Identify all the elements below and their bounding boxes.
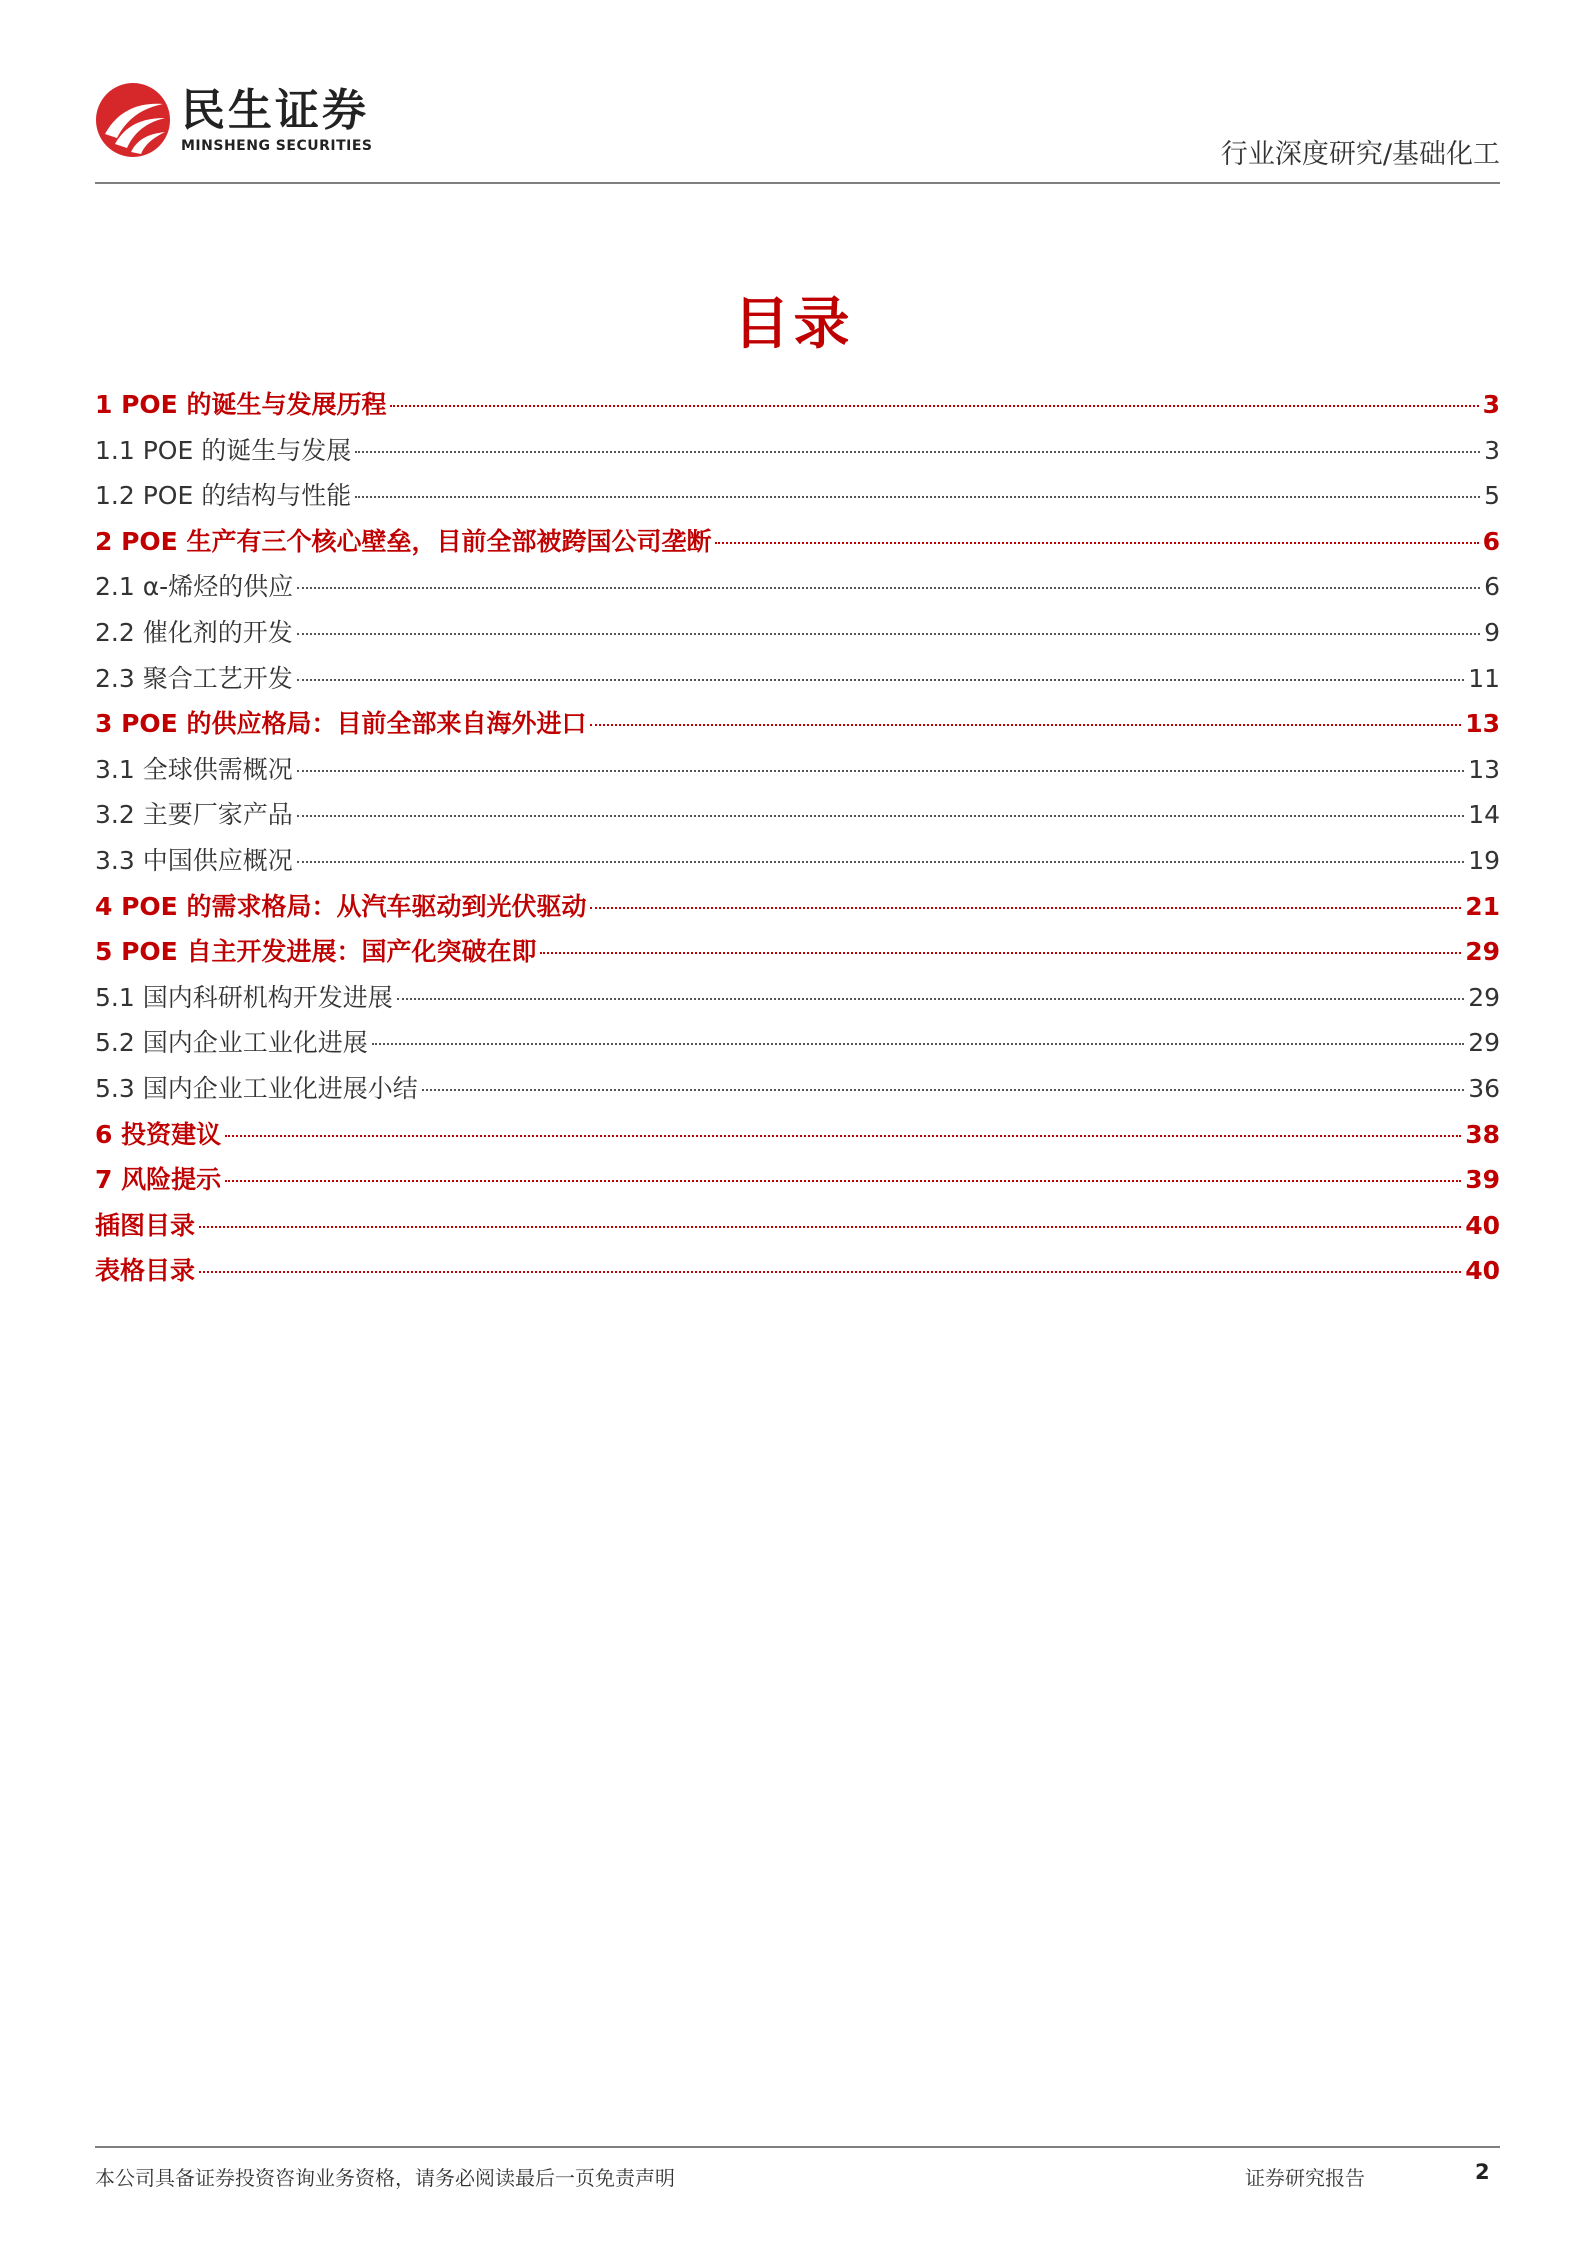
toc-entry[interactable] bbox=[95, 884, 1500, 930]
footer-divider bbox=[95, 2146, 1500, 2148]
toc-entry-label: 2.3 聚合工艺开发 bbox=[95, 663, 293, 693]
toc-entry-label: 5.2 国内企业工业化进展 bbox=[95, 1028, 368, 1058]
toc-entry-label: 1.2 POE 的结构与性能 bbox=[95, 481, 352, 511]
toc-entry-page: 14 bbox=[1468, 800, 1500, 830]
toc-entry-label: 3.3 中国供应概况 bbox=[95, 845, 293, 875]
toc-dot-leader bbox=[372, 1043, 1464, 1045]
toc-entry-page: 6 bbox=[1482, 526, 1500, 556]
toc-entry[interactable] bbox=[95, 975, 1500, 1021]
report-category: 行业深度研究/基础化工 bbox=[1220, 139, 1500, 170]
toc-entry-label: 3 POE 的供应格局：目前全部来自海外进口 bbox=[95, 709, 587, 739]
toc-entry-label: 3.2 主要厂家产品 bbox=[95, 800, 293, 830]
toc-entry-page: 29 bbox=[1468, 982, 1500, 1012]
toc-entry-label: 表格目录 bbox=[95, 1256, 196, 1286]
toc-entry-page: 36 bbox=[1468, 1073, 1500, 1103]
toc-entry-page: 13 bbox=[1465, 709, 1500, 739]
toc-entry[interactable] bbox=[95, 656, 1500, 702]
toc-dot-leader bbox=[355, 451, 1480, 453]
toc-entry-page: 19 bbox=[1468, 845, 1500, 875]
toc-entry[interactable] bbox=[95, 1203, 1500, 1249]
toc-entry-page: 29 bbox=[1468, 1028, 1500, 1058]
toc-dot-leader bbox=[390, 405, 1478, 407]
toc-entry-label: 5.3 国内企业工业化进展小结 bbox=[95, 1073, 418, 1103]
toc-entry-label: 3.1 全球供需概况 bbox=[95, 754, 293, 784]
toc-entry[interactable] bbox=[95, 519, 1500, 565]
toc-dot-leader bbox=[590, 724, 1461, 726]
toc-entry-page: 39 bbox=[1465, 1165, 1500, 1195]
toc-entry-page: 3 bbox=[1484, 435, 1500, 465]
toc-entry-page: 40 bbox=[1465, 1210, 1500, 1240]
toc-entry-page: 6 bbox=[1484, 572, 1500, 602]
toc-entry[interactable] bbox=[95, 838, 1500, 884]
minsheng-logo-icon bbox=[95, 82, 171, 158]
company-logo bbox=[95, 82, 373, 158]
toc-entry-page: 13 bbox=[1468, 754, 1500, 784]
toc-dot-leader bbox=[297, 861, 1464, 863]
toc-entry-page: 38 bbox=[1465, 1119, 1500, 1149]
toc-dot-leader bbox=[297, 815, 1464, 817]
toc-entry[interactable] bbox=[95, 792, 1500, 838]
toc-entry-label: 1.1 POE 的诞生与发展 bbox=[95, 435, 352, 465]
toc-dot-leader bbox=[715, 542, 1478, 544]
toc-entry-page: 9 bbox=[1484, 617, 1500, 647]
toc-dot-leader bbox=[225, 1180, 1461, 1182]
toc-dot-leader bbox=[225, 1135, 1461, 1137]
footer-doc-type: 证券研究报告 bbox=[1245, 2166, 1365, 2190]
toc-entry-label: 5 POE 自主开发进展：国产化突破在即 bbox=[95, 937, 537, 967]
toc-entry-page: 11 bbox=[1468, 663, 1500, 693]
logo-chinese-name: 民生证券 bbox=[181, 85, 369, 136]
logo-english-name: MINSHENG SECURITIES bbox=[181, 138, 373, 154]
toc-entry[interactable] bbox=[95, 1248, 1500, 1294]
toc-entry-label: 1 POE 的诞生与发展历程 bbox=[95, 390, 387, 419]
toc-entry[interactable] bbox=[95, 701, 1500, 747]
toc-entry[interactable] bbox=[95, 382, 1500, 428]
toc-dot-leader bbox=[297, 587, 1480, 589]
toc-entry-page: 3 bbox=[1482, 390, 1500, 419]
toc-entry-label: 2 POE 生产有三个核心壁垒，目前全部被跨国公司垄断 bbox=[95, 526, 712, 556]
toc-dot-leader bbox=[199, 1271, 1461, 1273]
toc-dot-leader bbox=[199, 1226, 1461, 1228]
toc-entry-page: 5 bbox=[1484, 481, 1500, 511]
toc-entry-label: 7 风险提示 bbox=[95, 1165, 222, 1195]
toc-entry[interactable] bbox=[95, 610, 1500, 656]
table-of-contents bbox=[95, 382, 1500, 1294]
toc-dot-leader bbox=[422, 1089, 1464, 1091]
toc-entry-page: 21 bbox=[1465, 891, 1500, 921]
toc-entry-label: 4 POE 的需求格局：从汽车驱动到光伏驱动 bbox=[95, 891, 587, 921]
toc-dot-leader bbox=[590, 907, 1461, 909]
toc-entry[interactable] bbox=[95, 1157, 1500, 1203]
toc-dot-leader bbox=[297, 679, 1464, 681]
toc-entry[interactable] bbox=[95, 747, 1500, 793]
toc-entry-page: 29 bbox=[1465, 937, 1500, 967]
toc-entry[interactable] bbox=[95, 1020, 1500, 1066]
toc-entry[interactable] bbox=[95, 564, 1500, 610]
toc-entry[interactable] bbox=[95, 929, 1500, 975]
toc-entry-label: 6 投资建议 bbox=[95, 1119, 222, 1149]
toc-entry-label: 2.1 α-烯烃的供应 bbox=[95, 572, 294, 602]
toc-entry-label: 2.2 催化剂的开发 bbox=[95, 617, 293, 647]
toc-entry-label: 5.1 国内科研机构开发进展 bbox=[95, 982, 393, 1012]
toc-entry-label: 插图目录 bbox=[95, 1210, 196, 1240]
toc-title: 目录 bbox=[733, 292, 854, 357]
toc-entry-page: 40 bbox=[1465, 1256, 1500, 1286]
toc-entry[interactable] bbox=[95, 1066, 1500, 1112]
toc-entry[interactable] bbox=[95, 1112, 1500, 1158]
toc-entry[interactable] bbox=[95, 473, 1500, 519]
toc-dot-leader bbox=[297, 770, 1464, 772]
toc-dot-leader bbox=[540, 952, 1461, 954]
footer-disclaimer: 本公司具备证券投资咨询业务资格，请务必阅读最后一页免责声明 bbox=[95, 2166, 675, 2190]
header-divider bbox=[95, 182, 1500, 184]
toc-dot-leader bbox=[297, 633, 1480, 635]
page-number: 2 bbox=[1475, 2160, 1490, 2184]
toc-entry[interactable] bbox=[95, 428, 1500, 474]
toc-dot-leader bbox=[355, 496, 1480, 498]
page-header bbox=[95, 82, 1500, 182]
toc-dot-leader bbox=[397, 998, 1464, 1000]
